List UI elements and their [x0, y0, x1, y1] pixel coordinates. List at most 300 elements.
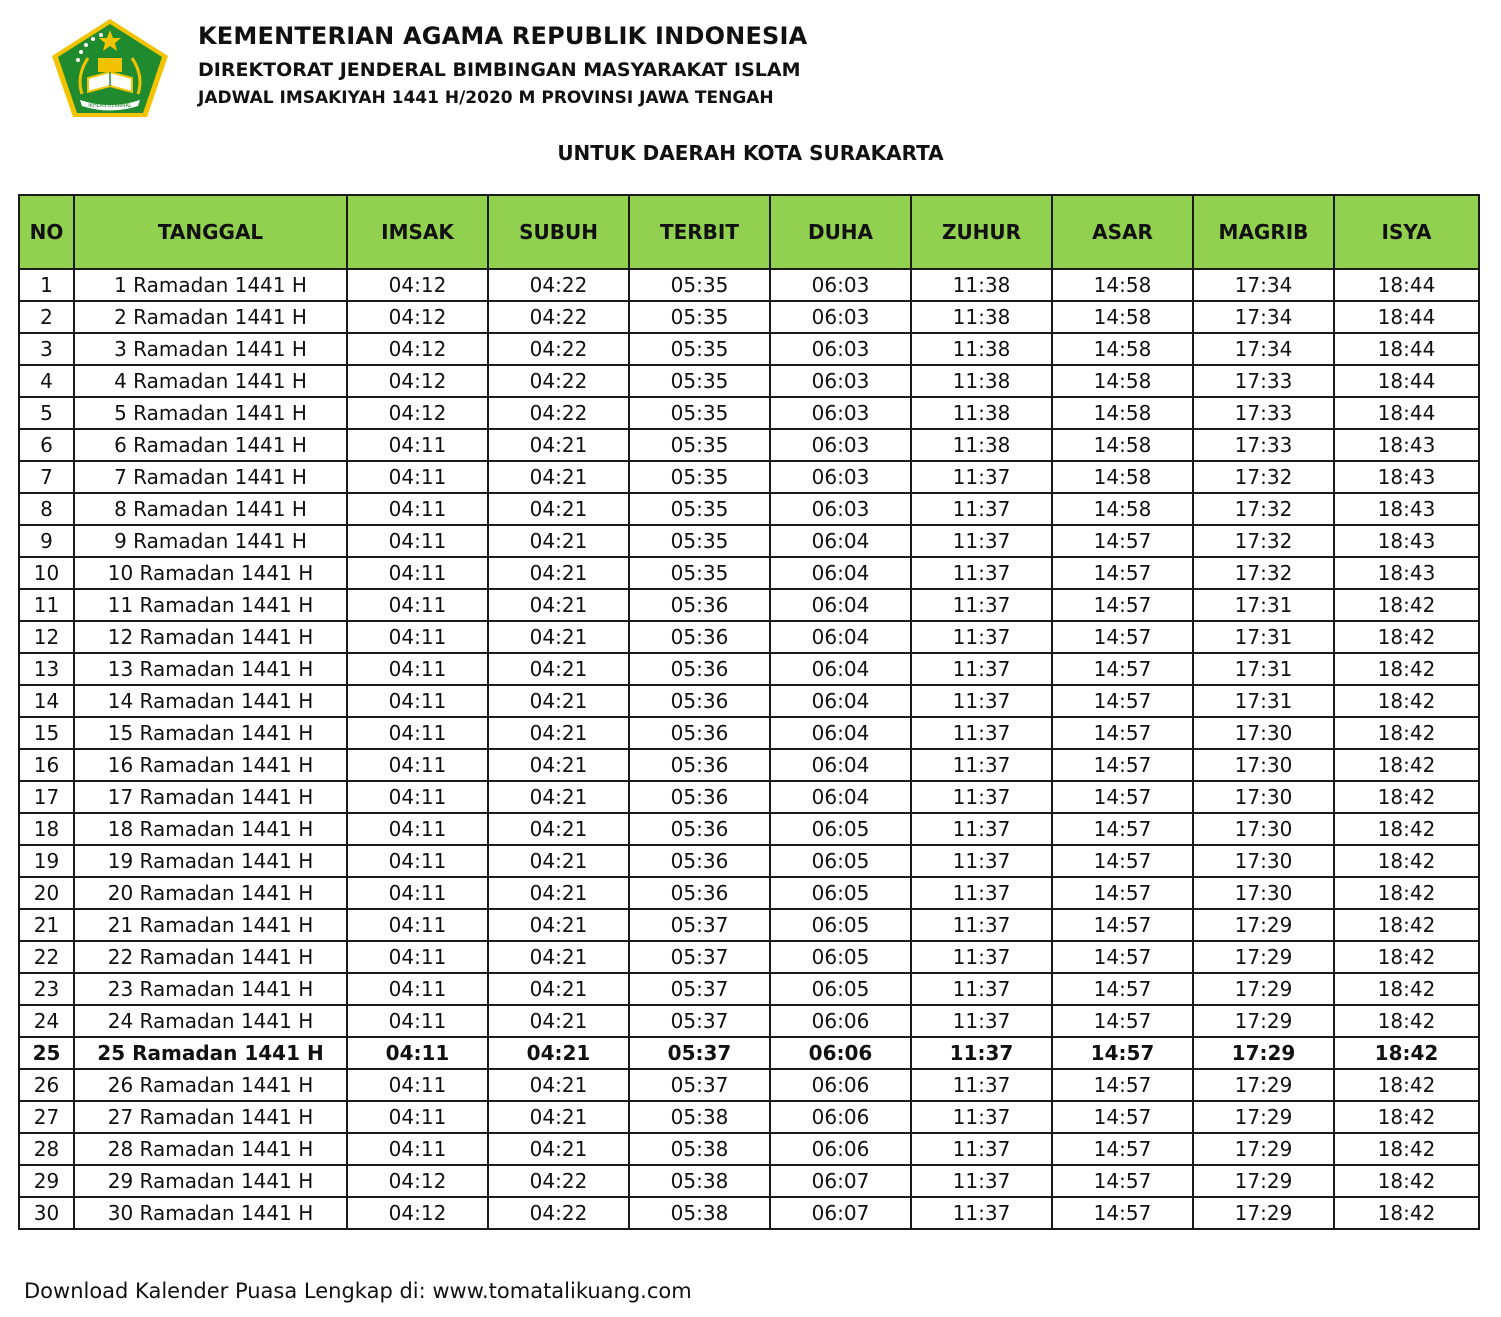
table-cell: 04:22 [488, 1197, 629, 1229]
table-cell: 23 Ramadan 1441 H [74, 973, 347, 1005]
table-cell: 04:11 [347, 653, 488, 685]
table-cell: 14:58 [1052, 461, 1193, 493]
table-cell: 06:03 [770, 461, 911, 493]
table-row [19, 1101, 1479, 1133]
table-cell: 06:04 [770, 525, 911, 557]
table-cell: 14:57 [1052, 941, 1193, 973]
table-cell: 05:37 [629, 1069, 770, 1101]
table-cell: 18:42 [1334, 589, 1479, 621]
table-cell: 06:05 [770, 877, 911, 909]
table-cell: 25 Ramadan 1441 H [74, 1037, 347, 1069]
table-row [19, 333, 1479, 365]
table-cell: 15 Ramadan 1441 H [74, 717, 347, 749]
table-row [19, 525, 1479, 557]
table-row [19, 301, 1479, 333]
table-cell: 04:21 [488, 589, 629, 621]
table-cell: 10 [19, 557, 74, 589]
table-cell: 04:21 [488, 973, 629, 1005]
table-cell: 06:07 [770, 1165, 911, 1197]
table-cell: 11:38 [911, 301, 1052, 333]
table-cell: 18:44 [1334, 365, 1479, 397]
table-cell: 18:42 [1334, 749, 1479, 781]
table-cell: 14:57 [1052, 589, 1193, 621]
table-cell: 04:21 [488, 877, 629, 909]
table-cell: 14:57 [1052, 1101, 1193, 1133]
table-row [19, 781, 1479, 813]
table-cell: 05:36 [629, 621, 770, 653]
table-cell: 18:42 [1334, 1005, 1479, 1037]
table-cell: 14:57 [1052, 1197, 1193, 1229]
table-cell: 11:37 [911, 1037, 1052, 1069]
table-cell: 05:38 [629, 1165, 770, 1197]
table-cell: 06:06 [770, 1005, 911, 1037]
table-cell: 22 [19, 941, 74, 973]
table-cell: 12 [19, 621, 74, 653]
table-cell: 11 Ramadan 1441 H [74, 589, 347, 621]
table-cell: 18:42 [1334, 941, 1479, 973]
table-cell: 3 [19, 333, 74, 365]
table-cell: 1 [19, 269, 74, 301]
table-cell: 9 Ramadan 1441 H [74, 525, 347, 557]
table-cell: 04:21 [488, 1133, 629, 1165]
table-row [19, 1069, 1479, 1101]
table-cell: 18:42 [1334, 845, 1479, 877]
table-row [19, 397, 1479, 429]
table-row [19, 1005, 1479, 1037]
table-cell: 18:42 [1334, 1101, 1479, 1133]
table-cell: 04:21 [488, 1037, 629, 1069]
table-cell: 06:03 [770, 365, 911, 397]
table-cell: 14:57 [1052, 1069, 1193, 1101]
table-cell: 06:03 [770, 269, 911, 301]
table-cell: 11:37 [911, 1005, 1052, 1037]
table-cell: 17:31 [1193, 685, 1334, 717]
table-cell: 04:21 [488, 813, 629, 845]
table-cell: 1 Ramadan 1441 H [74, 269, 347, 301]
table-cell: 18:42 [1334, 877, 1479, 909]
table-cell: 11:37 [911, 1165, 1052, 1197]
table-cell: 04:11 [347, 525, 488, 557]
table-row [19, 653, 1479, 685]
table-row [19, 365, 1479, 397]
table-cell: 11:37 [911, 909, 1052, 941]
table-row [19, 973, 1479, 1005]
table-cell: 04:12 [347, 333, 488, 365]
table-cell: 11:38 [911, 397, 1052, 429]
table-cell: 04:22 [488, 301, 629, 333]
table-cell: 17:32 [1193, 525, 1334, 557]
table-cell: 04:11 [347, 1037, 488, 1069]
table-cell: 22 Ramadan 1441 H [74, 941, 347, 973]
table-row [19, 621, 1479, 653]
table-cell: 14:57 [1052, 557, 1193, 589]
table-cell: 04:22 [488, 365, 629, 397]
table-cell: 17:31 [1193, 621, 1334, 653]
table-cell: 29 Ramadan 1441 H [74, 1165, 347, 1197]
table-cell: 06:05 [770, 909, 911, 941]
table-cell: 04:12 [347, 1197, 488, 1229]
table-cell: 14:58 [1052, 397, 1193, 429]
table-cell: 04:22 [488, 269, 629, 301]
table-cell: 04:11 [347, 429, 488, 461]
table-cell: 17:33 [1193, 365, 1334, 397]
table-cell: 05:35 [629, 557, 770, 589]
table-cell: 14 [19, 685, 74, 717]
table-cell: 14:58 [1052, 365, 1193, 397]
table-cell: 3 Ramadan 1441 H [74, 333, 347, 365]
table-cell: 05:35 [629, 269, 770, 301]
table-cell: 18:42 [1334, 1069, 1479, 1101]
table-cell: 04:11 [347, 877, 488, 909]
table-cell: 24 [19, 1005, 74, 1037]
table-cell: 17:34 [1193, 269, 1334, 301]
table-cell: 05:35 [629, 525, 770, 557]
table-cell: 11:37 [911, 877, 1052, 909]
table-cell: 17:29 [1193, 973, 1334, 1005]
table-cell: 17:29 [1193, 1101, 1334, 1133]
table-cell: 9 [19, 525, 74, 557]
table-cell: 05:35 [629, 493, 770, 525]
table-cell: 17:32 [1193, 557, 1334, 589]
table-cell: 23 [19, 973, 74, 1005]
table-cell: 11:37 [911, 781, 1052, 813]
table-cell: 06:04 [770, 717, 911, 749]
table-row [19, 493, 1479, 525]
table-cell: 11:37 [911, 813, 1052, 845]
table-cell: 04:11 [347, 621, 488, 653]
table-cell: 25 [19, 1037, 74, 1069]
column-header: TERBIT [629, 195, 770, 269]
table-row [19, 877, 1479, 909]
table-cell: 06:03 [770, 397, 911, 429]
table-cell: 17:29 [1193, 909, 1334, 941]
table-cell: 04:11 [347, 589, 488, 621]
table-cell: 04:21 [488, 1005, 629, 1037]
table-cell: 14:57 [1052, 813, 1193, 845]
table-cell: 06:04 [770, 589, 911, 621]
column-header: DUHA [770, 195, 911, 269]
table-cell: 14:58 [1052, 333, 1193, 365]
table-row [19, 749, 1479, 781]
table-cell: 19 [19, 845, 74, 877]
table-cell: 05:35 [629, 461, 770, 493]
table-cell: 6 Ramadan 1441 H [74, 429, 347, 461]
table-cell: 04:21 [488, 845, 629, 877]
directorate-title: DIREKTORAT JENDERAL BIMBINGAN MASYARAKAT ISLAM [198, 59, 801, 81]
table-cell: 04:21 [488, 749, 629, 781]
table-cell: 04:21 [488, 557, 629, 589]
table-cell: 16 [19, 749, 74, 781]
table-cell: 17:29 [1193, 1165, 1334, 1197]
table-cell: 2 [19, 301, 74, 333]
table-cell: 04:11 [347, 973, 488, 1005]
table-cell: 14:57 [1052, 1165, 1193, 1197]
table-row [19, 461, 1479, 493]
table-cell: 18:42 [1334, 909, 1479, 941]
table-cell: 06:06 [770, 1037, 911, 1069]
table-cell: 04:21 [488, 685, 629, 717]
kemenag-emblem-icon [48, 16, 172, 120]
table-cell: 11 [19, 589, 74, 621]
table-cell: 18:42 [1334, 1037, 1479, 1069]
table-cell: 04:21 [488, 717, 629, 749]
table-cell: 04:12 [347, 269, 488, 301]
table-cell: 7 [19, 461, 74, 493]
table-cell: 11:37 [911, 845, 1052, 877]
table-cell: 18:43 [1334, 525, 1479, 557]
table-cell: 04:22 [488, 1165, 629, 1197]
table-cell: 17:31 [1193, 653, 1334, 685]
table-cell: 04:11 [347, 749, 488, 781]
table-cell: 06:04 [770, 653, 911, 685]
table-cell: 5 [19, 397, 74, 429]
table-cell: 06:03 [770, 493, 911, 525]
table-cell: 12 Ramadan 1441 H [74, 621, 347, 653]
table-cell: 17 [19, 781, 74, 813]
table-cell: 10 Ramadan 1441 H [74, 557, 347, 589]
table-cell: 30 [19, 1197, 74, 1229]
table-cell: 04:21 [488, 653, 629, 685]
table-cell: 06:04 [770, 685, 911, 717]
table-cell: 11:37 [911, 717, 1052, 749]
column-header: IMSAK [347, 195, 488, 269]
table-cell: 27 [19, 1101, 74, 1133]
table-cell: 11:37 [911, 1197, 1052, 1229]
table-cell: 14:57 [1052, 685, 1193, 717]
table-cell: 05:35 [629, 301, 770, 333]
table-cell: 18 [19, 813, 74, 845]
table-cell: 18:42 [1334, 717, 1479, 749]
table-cell: 14:58 [1052, 493, 1193, 525]
table-cell: 11:38 [911, 429, 1052, 461]
table-cell: 14:58 [1052, 301, 1193, 333]
table-row [19, 813, 1479, 845]
table-cell: 05:38 [629, 1197, 770, 1229]
table-cell: 06:06 [770, 1101, 911, 1133]
table-cell: 18:43 [1334, 493, 1479, 525]
table-cell: 14:58 [1052, 429, 1193, 461]
table-row [19, 1165, 1479, 1197]
table-cell: 14:58 [1052, 269, 1193, 301]
logo-motto: IKHLAS BERAMAL [88, 103, 132, 109]
table-cell: 14:57 [1052, 1037, 1193, 1069]
table-cell: 04:22 [488, 397, 629, 429]
table-cell: 18:42 [1334, 973, 1479, 1005]
table-cell: 04:12 [347, 1165, 488, 1197]
table-cell: 18:44 [1334, 333, 1479, 365]
table-cell: 17:34 [1193, 301, 1334, 333]
table-cell: 18:42 [1334, 685, 1479, 717]
table-cell: 05:36 [629, 717, 770, 749]
table-cell: 06:03 [770, 429, 911, 461]
table-cell: 04:11 [347, 557, 488, 589]
table-cell: 11:37 [911, 621, 1052, 653]
table-cell: 04:11 [347, 1133, 488, 1165]
table-cell: 05:35 [629, 365, 770, 397]
table-cell: 05:38 [629, 1133, 770, 1165]
table-cell: 28 [19, 1133, 74, 1165]
table-row [19, 557, 1479, 589]
table-cell: 11:37 [911, 749, 1052, 781]
table-cell: 06:06 [770, 1069, 911, 1101]
table-cell: 04:21 [488, 1069, 629, 1101]
table-cell: 04:21 [488, 525, 629, 557]
table-cell: 13 Ramadan 1441 H [74, 653, 347, 685]
table-cell: 05:37 [629, 1037, 770, 1069]
table-cell: 6 [19, 429, 74, 461]
table-cell: 11:37 [911, 493, 1052, 525]
table-cell: 11:37 [911, 557, 1052, 589]
table-cell: 26 [19, 1069, 74, 1101]
table-cell: 05:35 [629, 429, 770, 461]
table-cell: 18:42 [1334, 1197, 1479, 1229]
table-cell: 06:05 [770, 941, 911, 973]
table-cell: 18:42 [1334, 653, 1479, 685]
table-cell: 04:21 [488, 941, 629, 973]
table-cell: 04:11 [347, 781, 488, 813]
table-cell: 14:57 [1052, 717, 1193, 749]
table-cell: 04:11 [347, 813, 488, 845]
imsakiyah-table [18, 194, 1480, 1230]
table-cell: 05:37 [629, 1005, 770, 1037]
table-cell: 15 [19, 717, 74, 749]
table-cell: 17:29 [1193, 1069, 1334, 1101]
table-cell: 04:11 [347, 1101, 488, 1133]
table-cell: 14 Ramadan 1441 H [74, 685, 347, 717]
table-cell: 11:38 [911, 365, 1052, 397]
table-cell: 16 Ramadan 1441 H [74, 749, 347, 781]
table-cell: 29 [19, 1165, 74, 1197]
table-cell: 05:35 [629, 333, 770, 365]
table-cell: 06:05 [770, 973, 911, 1005]
table-cell: 06:04 [770, 621, 911, 653]
table-cell: 4 Ramadan 1441 H [74, 365, 347, 397]
table-cell: 06:03 [770, 333, 911, 365]
table-cell: 17:30 [1193, 813, 1334, 845]
table-row [19, 941, 1479, 973]
table-cell: 04:12 [347, 301, 488, 333]
table-cell: 20 Ramadan 1441 H [74, 877, 347, 909]
table-cell: 06:05 [770, 813, 911, 845]
table-cell: 06:06 [770, 1133, 911, 1165]
table-cell: 11:37 [911, 1069, 1052, 1101]
table-cell: 05:36 [629, 749, 770, 781]
table-cell: 17:32 [1193, 493, 1334, 525]
table-cell: 17:30 [1193, 781, 1334, 813]
table-cell: 18:44 [1334, 397, 1479, 429]
table-cell: 17:29 [1193, 1133, 1334, 1165]
table-cell: 14:57 [1052, 781, 1193, 813]
table-cell: 11:38 [911, 269, 1052, 301]
table-cell: 04:11 [347, 493, 488, 525]
table-cell: 06:07 [770, 1197, 911, 1229]
table-cell: 04:11 [347, 685, 488, 717]
table-cell: 28 Ramadan 1441 H [74, 1133, 347, 1165]
table-cell: 04:12 [347, 397, 488, 429]
table-row [19, 845, 1479, 877]
table-cell: 11:38 [911, 333, 1052, 365]
table-cell: 17:32 [1193, 461, 1334, 493]
table-cell: 17:29 [1193, 1005, 1334, 1037]
table-row [19, 685, 1479, 717]
table-cell: 8 [19, 493, 74, 525]
table-cell: 5 Ramadan 1441 H [74, 397, 347, 429]
table-cell: 04:21 [488, 461, 629, 493]
table-cell: 04:11 [347, 845, 488, 877]
table-row [19, 429, 1479, 461]
table-row [19, 1133, 1479, 1165]
table-row [19, 1197, 1479, 1229]
table-cell: 06:04 [770, 749, 911, 781]
table-cell: 17:33 [1193, 397, 1334, 429]
table-cell: 24 Ramadan 1441 H [74, 1005, 347, 1037]
table-cell: 06:04 [770, 781, 911, 813]
table-cell: 04:21 [488, 781, 629, 813]
table-cell: 4 [19, 365, 74, 397]
table-row [19, 717, 1479, 749]
table-cell: 06:03 [770, 301, 911, 333]
table-cell: 18:44 [1334, 269, 1479, 301]
table-cell: 04:11 [347, 941, 488, 973]
table-cell: 18 Ramadan 1441 H [74, 813, 347, 845]
table-cell: 14:57 [1052, 1133, 1193, 1165]
table-cell: 11:37 [911, 653, 1052, 685]
table-cell: 13 [19, 653, 74, 685]
table-cell: 04:21 [488, 909, 629, 941]
column-header: ASAR [1052, 195, 1193, 269]
table-cell: 06:05 [770, 845, 911, 877]
table-cell: 05:36 [629, 877, 770, 909]
table-cell: 04:11 [347, 1069, 488, 1101]
table-cell: 11:37 [911, 685, 1052, 717]
table-cell: 05:36 [629, 781, 770, 813]
table-cell: 05:36 [629, 589, 770, 621]
table-cell: 30 Ramadan 1441 H [74, 1197, 347, 1229]
org-title: KEMENTERIAN AGAMA REPUBLIK INDONESIA [198, 22, 808, 50]
table-cell: 2 Ramadan 1441 H [74, 301, 347, 333]
column-header: NO [19, 195, 74, 269]
table-cell: 18:42 [1334, 813, 1479, 845]
table-cell: 11:37 [911, 525, 1052, 557]
table-cell: 18:42 [1334, 1133, 1479, 1165]
table-cell: 18:42 [1334, 1165, 1479, 1197]
table-cell: 18:43 [1334, 461, 1479, 493]
table-cell: 19 Ramadan 1441 H [74, 845, 347, 877]
table-cell: 14:57 [1052, 525, 1193, 557]
table-cell: 7 Ramadan 1441 H [74, 461, 347, 493]
table-cell: 14:57 [1052, 621, 1193, 653]
table-cell: 17:31 [1193, 589, 1334, 621]
table-cell: 18:43 [1334, 557, 1479, 589]
schedule-title: JADWAL IMSAKIYAH 1441 H/2020 M PROVINSI JAWA TENGAH [198, 88, 774, 108]
table-cell: 04:11 [347, 909, 488, 941]
table-cell: 17:29 [1193, 941, 1334, 973]
table-header-row [19, 195, 1479, 269]
table-cell: 06:04 [770, 557, 911, 589]
table-cell: 04:21 [488, 429, 629, 461]
table-cell: 17:30 [1193, 749, 1334, 781]
table-cell: 14:57 [1052, 909, 1193, 941]
table-cell: 14:57 [1052, 653, 1193, 685]
table-cell: 18:44 [1334, 301, 1479, 333]
table-cell: 11:37 [911, 1133, 1052, 1165]
table-cell: 11:37 [911, 1101, 1052, 1133]
column-header: SUBUH [488, 195, 629, 269]
table-row [19, 589, 1479, 621]
table-cell: 18:42 [1334, 781, 1479, 813]
table-row [19, 1037, 1479, 1069]
column-header: MAGRIB [1193, 195, 1334, 269]
